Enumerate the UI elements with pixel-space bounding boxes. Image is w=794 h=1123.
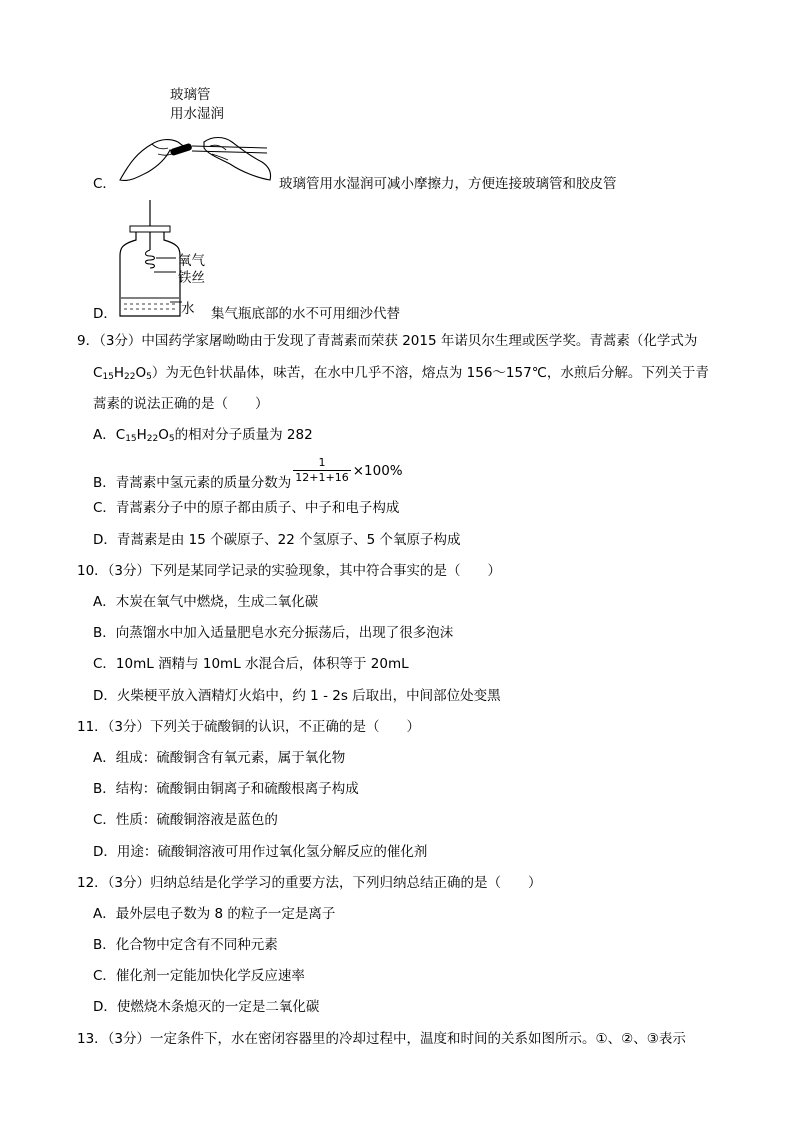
figure-c-label <box>170 86 224 124</box>
option-d-caption: 集气瓶底部的水不可用细沙代替 <box>211 306 400 322</box>
q10-option-d: D．火柴梗平放入酒精灯火焰中，约 1 - 2s 后取出，中间部位处变黑 <box>93 688 501 704</box>
q12-option-b: B．化合物中定含有不同种元素 <box>93 937 278 953</box>
q9-option-a-text: 的相对分子质量为 282 <box>174 427 313 443</box>
q11-option-d: D．用途：硫酸铜溶液可用作过氧化氢分解反应的催化剂 <box>93 844 428 860</box>
q11-option-a: A．组成：硫酸铜含有氧元素，属于氧化物 <box>93 750 346 766</box>
q12-option-d: D．使燃烧木条熄灭的一定是二氧化碳 <box>93 999 320 1015</box>
q10-option-a: A．木炭在氧气中燃烧，生成二氧化碳 <box>93 594 319 610</box>
q9-option-b <box>93 456 403 493</box>
q9-option-b-fraction <box>293 456 350 485</box>
option-c-letter: C． <box>93 176 116 192</box>
q10-stem: 10．（3分）下列是某同学记录的实验现象，其中符合事实的是（ ） <box>77 563 502 579</box>
figure-d-label-oxygen: 氧气 <box>178 253 205 269</box>
q9-option-d: D．青蒿素是由 15 个碳原子、22 个氢原子、5 个氧原子构成 <box>93 532 461 548</box>
option-d-letter: D． <box>93 306 117 322</box>
q10-option-c: C．10mL 酒精与 10mL 水混合后，体积等于 20mL <box>93 656 409 672</box>
option-c-caption: 玻璃管用水湿润可减小摩擦力，方便连接玻璃管和胶皮管 <box>279 176 617 192</box>
q12-stem: 12．（3分）归纳总结是化学学习的重要方法，下列归纳总结正确的是（ ） <box>77 875 542 891</box>
q12-option-c: C．催化剂一定能加快化学反应速率 <box>93 968 305 984</box>
figure-d-label-wire: 铁丝 <box>178 270 205 286</box>
q9-stem-line3: 蒿素的说法正确的是（ ） <box>93 396 269 412</box>
figure-c-label-line2: 用水湿润 <box>170 106 224 122</box>
q9-option-b-numerator: 1 <box>293 456 350 471</box>
q10-option-b: B．向蒸馏水中加入适量肥皂水充分振荡后，出现了很多泡沫 <box>93 625 454 641</box>
figure-d-label-water: 水 <box>181 301 195 317</box>
q9-stem-line1: 9．（3分）中国药学家屠呦呦由于发现了青蒿素而荣获 2015 年诺贝尔生理或医学奖。青蒿素（化学式为 <box>77 333 698 349</box>
q9-option-b-denominator: 12+1+16 <box>295 471 349 484</box>
q11-stem: 11．（3分）下列关于硫酸铜的认识，不正确的是（ ） <box>77 719 421 735</box>
q9-option-b-suffix: ×100% <box>352 463 403 479</box>
figure-c-hands-illustration <box>112 122 277 184</box>
q12-option-a: A．最外层电子数为 8 的粒子一定是离子 <box>93 906 336 922</box>
figure-c-label-line1: 玻璃管 <box>170 87 211 103</box>
q9-option-c: C．青蒿素分子中的原子都由质子、中子和电子构成 <box>93 500 400 516</box>
q13-stem: 13．（3分）一定条件下，水在密闭容器里的冷却过程中，温度和时间的关系如图所示。①、②、③表示 <box>77 1031 686 1047</box>
q11-option-c: C．性质：硫酸铜溶液是蓝色的 <box>93 812 278 828</box>
q9-stem-line2 <box>93 363 709 383</box>
q9-stem-line2-text: ）为无色针状晶体，味苦，在水中几乎不溶，熔点为 156～157℃，水煎后分解。下列关于青 <box>151 365 709 381</box>
q9-stem-formula: $C_{15}H_{22}O_5$ <box>93 365 152 382</box>
q9-option-b-prefix: B．青蒿素中氢元素的质量分数为 <box>93 475 292 491</box>
q9-option-a-formula: $C_{15}H_{22}O_5$ <box>115 427 175 444</box>
q11-option-b: B．结构：硫酸铜由铜离子和硫酸根离子构成 <box>93 781 359 797</box>
q9-option-a-prefix: A． <box>93 427 116 443</box>
q9-option-a <box>93 425 313 445</box>
